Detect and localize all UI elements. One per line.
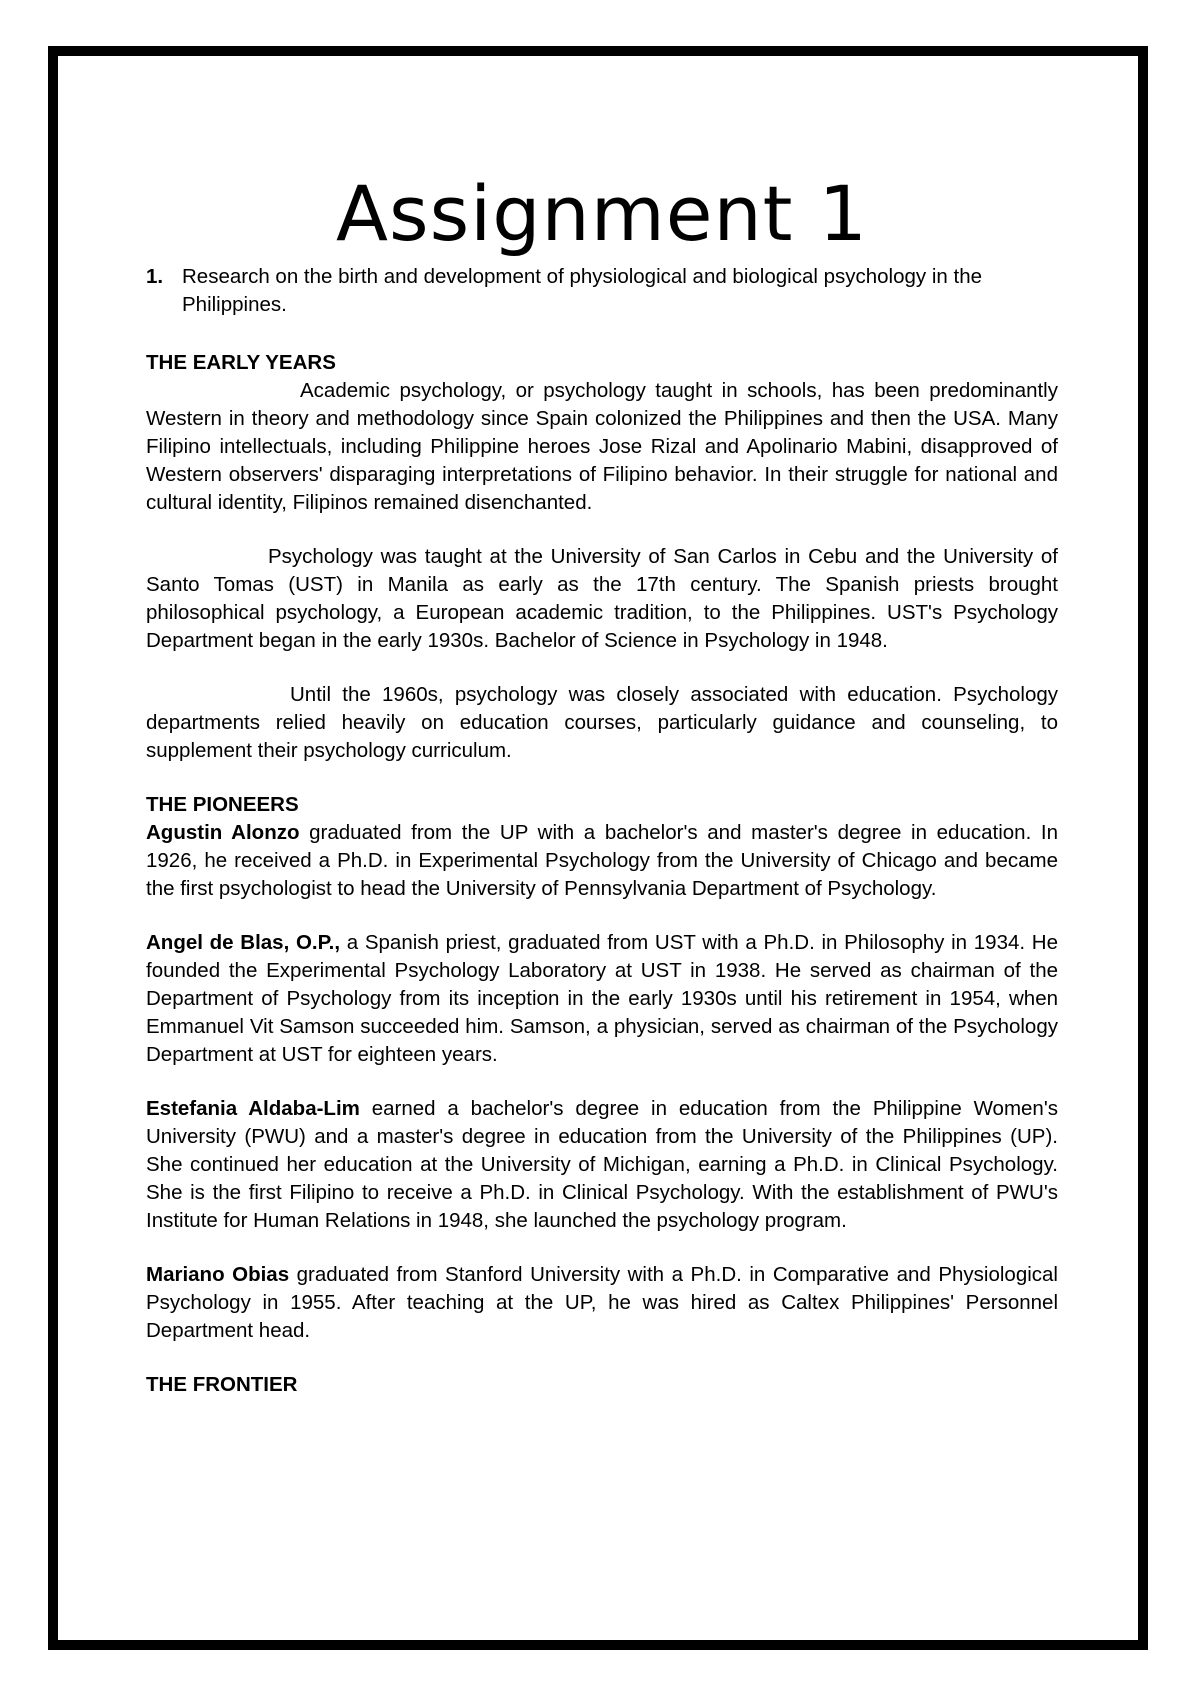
- pioneer-description: graduated from the UP with a bachelor's and master's degree in education. In 1926, he received a Ph.D. in Experimental Psychology from the University of Chicago and became the first psychologist to head the University of Pennsylvania Department of Psychology.: [146, 821, 1059, 901]
- question-number: 1.: [146, 265, 164, 289]
- pioneer-name: Estefania Aldaba-Lim: [146, 1097, 360, 1121]
- pioneer-entry: [146, 1261, 1058, 1345]
- pioneer-name: Angel de Blas, O.P.,: [146, 931, 341, 955]
- pioneer-entry: [146, 1095, 1058, 1235]
- document-body: [146, 170, 1058, 1399]
- section-heading-pioneers: THE PIONEERS: [146, 793, 299, 817]
- pioneer-name: Agustin Alonzo: [146, 821, 300, 845]
- pioneer-entry: [146, 929, 1058, 1069]
- question-text: Research on the birth and development of physiological and biological psychology in the Philippines.: [182, 265, 983, 317]
- pioneer-entry: [146, 819, 1058, 903]
- pioneer-name: Mariano Obias: [146, 1263, 290, 1287]
- early-years-paragraph: Until the 1960s, psychology was closely associated with education. Psychology departments relied heavily on education courses, particularly guidance and counseling, to supplement their psychology curriculum.: [146, 683, 1058, 763]
- pioneer-description: earned a bachelor's degree in education from the Philippine Women's University (PWU) and a master's degree in education from the University of the Philippines (UP). She continued her education at the University of Michigan, earning a Ph.D. in Clinical Psychology. She is the first Filipino to receive a Ph.D. in Clinical Psychology. With the establishment of PWU's Institute for Human Relations in 1948, she launched the psychology program.: [146, 1097, 1058, 1233]
- pioneer-description: a Spanish priest, graduated from UST with a Ph.D. in Philosophy in 1934. He founded the Experimental Psychology Laboratory at UST in 1938. He served as chairman of the Department of Psychology from its inception in the early 1930s until his retirement in 1954, when Emmanuel Vit Samson succeeded him. Samson, a physician, served as chairman of the Psychology Department at UST for eighteen years.: [146, 931, 1058, 1067]
- section-heading-early-years: THE EARLY YEARS: [146, 351, 336, 375]
- early-years-paragraph: Academic psychology, or psychology taught in schools, has been predominantly Western in theory and methodology since Spain colonized the Philippines and then the USA. Many Filipino intellectuals, including Philippine heroes Jose Rizal and Apolinario Mabini, disapproved of Western observers' disparaging interpretations of Filipino behavior. In their struggle for national and cultural identity, Filipinos remained disenchanted.: [146, 379, 1058, 515]
- section-heading-frontier: THE FRONTIER: [146, 1373, 298, 1397]
- pioneer-description: graduated from Stanford University with a Ph.D. in Comparative and Physiological Psychology in 1955. After teaching at the UP, he was hired as Caltex Philippines' Personnel Department head.: [146, 1263, 1058, 1343]
- question-item: [146, 263, 1058, 319]
- early-years-paragraph: Psychology was taught at the University of San Carlos in Cebu and the University of Santo Tomas (UST) in Manila as early as the 17th century. The Spanish priests brought philosophical psychology, a European academic tradition, to the Philippines. UST's Psychology Department began in the early 1930s. Bachelor of Science in Psychology in 1948.: [146, 545, 1058, 653]
- document-title: Assignment 1: [336, 169, 868, 258]
